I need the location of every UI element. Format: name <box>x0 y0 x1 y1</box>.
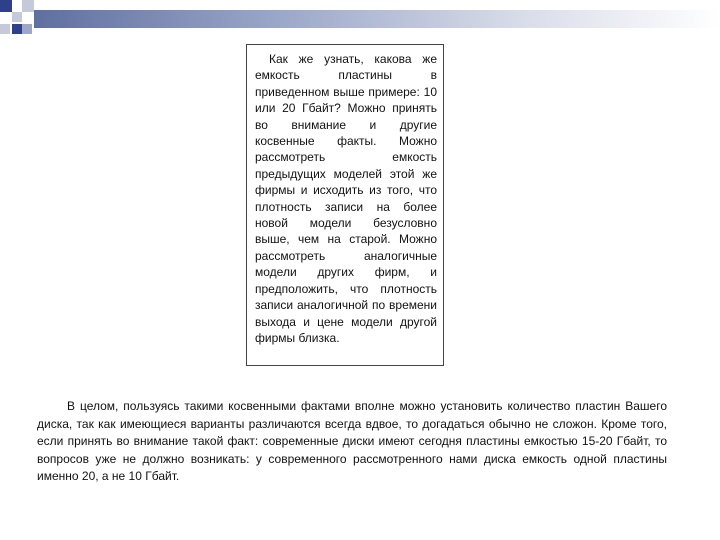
decor-square <box>0 0 12 12</box>
decor-square <box>0 24 10 34</box>
decor-square <box>12 12 22 22</box>
text-box <box>246 44 444 366</box>
decor-square <box>22 0 34 12</box>
decor-square <box>12 24 22 34</box>
main-paragraph: В целом, пользуясь такими косвенными фактами вполне можно установить количество пластин Вашего диска, так как имеющиеся варианты различаются всегда вдвое, то догадаться обычно не сложон. Кроме того, если принять во внимание такой факт: современные диски имеют сегодня пластины емкостью 15-20 Гбайт, то вопросов уже не должно возникать: у современного рассмотренного нами диска емкость одной пластины именно 20, а не 10 Гбайт. <box>37 399 667 484</box>
text-box-content: Как же узнать, какова же емкость пластины в приведенном выше примере: 10 или 20 Гбайт? Можно принять во внимание и другие косвенные факты. Можно рассмотреть емкость предыдущих моделей этой же фирмы и исходить из того, что плотность записи на более новой модели безусловно выше, чем на старой. Можно рассмотреть аналогичные модели других фирм, и предположить, что плотность записи аналогичной по времени выхода и цене модели другой фирмы близка. <box>255 52 437 345</box>
decor-square <box>22 24 32 34</box>
header-gradient-bar <box>34 10 720 28</box>
